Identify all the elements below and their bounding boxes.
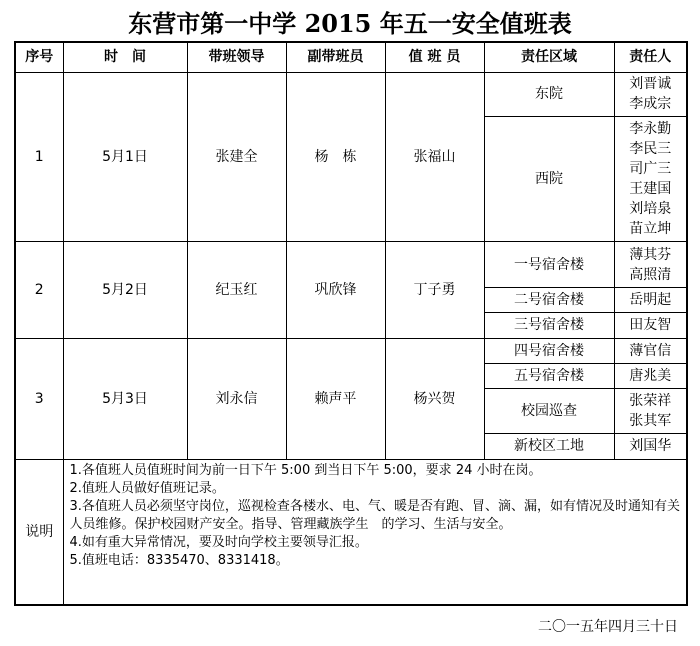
person-name: 刘晋诚 <box>629 76 672 93</box>
header-deputy: 副带班员 <box>286 42 385 72</box>
header-staff: 值 班 员 <box>385 42 484 72</box>
area-name: 东院 <box>484 72 614 116</box>
note-item: 5.值班电话：8335470、8331418。 <box>69 552 289 568</box>
area-persons <box>614 363 687 388</box>
note-item: 3.各值班人员必须坚守岗位，巡视检查各楼水、电、气、暖是否有跑、冒、滴、漏，如有情况及时通知有关人员维修。保护校园财产安全。指导、管理藏族学生 的学习、生活与安全。 <box>69 498 680 532</box>
area-persons <box>614 116 687 241</box>
header-time: 时 间 <box>63 42 187 72</box>
area-persons <box>614 288 687 313</box>
area-name: 二号宿舍楼 <box>484 288 614 313</box>
notes-row <box>15 459 687 605</box>
person-name: 张荣祥 <box>629 392 672 409</box>
note-item: 4.如有重大异常情况，要及时向学校主要领导汇报。 <box>69 534 368 550</box>
header-area: 责任区域 <box>484 42 614 72</box>
person-name: 王建国 <box>629 180 672 197</box>
person-name: 薄官信 <box>629 342 672 359</box>
duty-table <box>14 41 688 606</box>
table-row <box>15 338 687 363</box>
day-staff: 杨兴贺 <box>385 338 484 459</box>
day-staff: 丁子勇 <box>385 242 484 338</box>
area-name: 四号宿舍楼 <box>484 338 614 363</box>
person-name: 张其军 <box>629 412 672 429</box>
day-leader: 张建全 <box>187 72 286 242</box>
area-persons <box>614 433 687 459</box>
person-name: 唐兆美 <box>629 367 672 384</box>
day-date: 5月2日 <box>63 242 187 338</box>
area-name: 三号宿舍楼 <box>484 313 614 338</box>
area-name: 西院 <box>484 116 614 241</box>
area-name: 五号宿舍楼 <box>484 363 614 388</box>
area-name: 新校区工地 <box>484 433 614 459</box>
day-date: 5月1日 <box>63 72 187 242</box>
day-date: 5月3日 <box>63 338 187 459</box>
page-title: 东营市第一中学 2015 年五一安全值班表 <box>128 9 572 38</box>
notes-content <box>63 459 687 605</box>
area-persons <box>614 242 687 288</box>
day-leader: 纪玉红 <box>187 242 286 338</box>
day-no: 1 <box>15 72 63 242</box>
person-name: 岳明起 <box>629 292 672 309</box>
day-deputy: 杨 栋 <box>286 72 385 242</box>
day-leader: 刘永信 <box>187 338 286 459</box>
table-row <box>15 72 687 116</box>
notes-label: 说明 <box>15 459 63 605</box>
header-row <box>15 42 687 72</box>
area-persons <box>614 338 687 363</box>
day-deputy: 巩欣锋 <box>286 242 385 338</box>
note-item: 2.值班人员做好值班记录。 <box>69 480 225 496</box>
area-persons <box>614 388 687 433</box>
area-name: 一号宿舍楼 <box>484 242 614 288</box>
header-leader: 带班领导 <box>187 42 286 72</box>
person-name: 李成宗 <box>629 96 672 113</box>
header-no: 序号 <box>15 42 63 72</box>
person-name: 苗立坤 <box>629 220 672 237</box>
header-person: 责任人 <box>614 42 687 72</box>
area-persons <box>614 72 687 116</box>
note-item: 1.各值班人员值班时间为前一日下午 5:00 到当日下午 5:00，要求 24 小时在岗。 <box>69 462 542 478</box>
day-no: 3 <box>15 338 63 459</box>
person-name: 田友智 <box>629 317 672 334</box>
person-name: 刘国华 <box>629 438 672 455</box>
table-row <box>15 242 687 288</box>
day-no: 2 <box>15 242 63 338</box>
date-signature: 二〇一五年四月三十日 <box>538 619 678 635</box>
person-name: 李民三 <box>629 140 672 157</box>
person-name: 李永勤 <box>629 120 672 137</box>
person-name: 薄其芬 <box>629 246 672 263</box>
person-name: 司广三 <box>629 160 672 177</box>
person-name: 刘培泉 <box>629 200 672 217</box>
person-name: 高照清 <box>629 266 672 283</box>
day-deputy: 赖声平 <box>286 338 385 459</box>
area-persons <box>614 313 687 338</box>
day-staff: 张福山 <box>385 72 484 242</box>
area-name: 校园巡查 <box>484 388 614 433</box>
